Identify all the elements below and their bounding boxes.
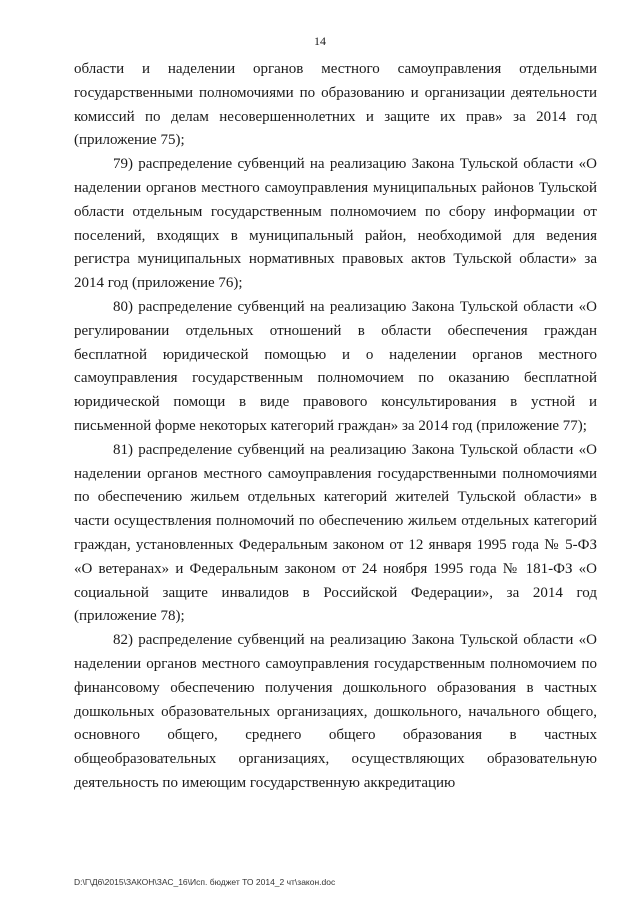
document-body xyxy=(74,58,597,796)
paragraph-continuation: области и наделении органов местного самоуправления отдельными государственными полномочиями по образованию и организации деятельности комиссий по делам несовершеннолетних и защите их прав» за 2014 год (приложение 75); xyxy=(74,61,597,149)
paragraph-item-80: 80) распределение субвенций на реализацию Закона Тульской области «О регулировании отдельных отношений в области обеспечения граждан бесплатной юридической помощью и о наделении органов местного самоуправления государственным полномочием по оказанию бесплатной юридической помощи в виде правового консультирования в устной и письменной форме некоторых категорий граждан» за 2014 год (приложение 77); xyxy=(74,298,597,434)
paragraph-item-79: 79) распределение субвенций на реализацию Закона Тульской области «О наделении органов местного самоуправления муниципальных районов Тульской области отдельным государственным полномочием по сбору информации от поселений, входящих в муниципальный район, необходимой для ведения регистра муниципальных нормативных правовых актов Тульской области» за 2014 год (приложение 76); xyxy=(74,156,597,292)
page-number: 14 xyxy=(314,34,326,48)
paragraph-item-81: 81) распределение субвенций на реализацию Закона Тульской области «О наделении органов местного самоуправления государственными полномочиями по обеспечению жильем отдельных категорий жителей Тульской области» в части осуществления полномочий по обеспечению жильем отдельных категорий граждан, установленных Федеральным законом от 12 января 1995 года № 5-ФЗ «О ветеранах» и Федеральным законом от 24 ноября 1995 года № 181-ФЗ «О социальной защите инвалидов в Российской Федерации», за 2014 год (приложение 78); xyxy=(74,441,597,625)
paragraph-item-82: 82) распределение субвенций на реализацию Закона Тульской области «О наделении органов местного самоуправления государственным полномочием по финансовому обеспечению получения дошкольного образования в частных дошкольных образовательных организациях, дошкольного, начального общего, основного общего, среднего общего образования в частных общеобразовательных организациях, осуществляющих образовательную деятельность по имеющим государственную аккредитацию xyxy=(74,632,597,791)
footer-file-path: D:\Г\Д6\2015\ЗАКОН\ЗАС_16\Исп. бюджет ТО 2014_2 чт\закон.doc xyxy=(74,877,336,887)
